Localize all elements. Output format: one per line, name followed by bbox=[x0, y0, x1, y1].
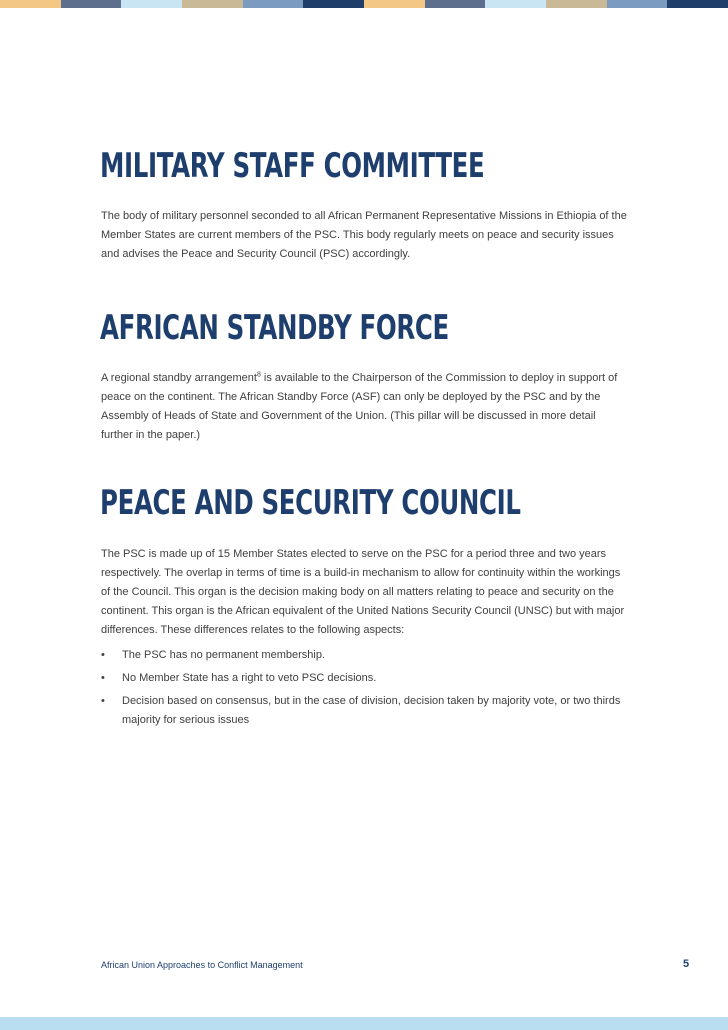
top-bar-segment bbox=[61, 0, 122, 8]
list-item bbox=[101, 646, 629, 665]
top-color-bar bbox=[0, 0, 728, 8]
top-bar-segment bbox=[303, 0, 364, 8]
military-staff-committee-text: The body of military personnel seconded to all African Permanent Representative Missions in Ethiopia of the Member States are current members of the PSC. This body regularly meets on peace and security issues and advises the Peace and Security Council (PSC) accordingly. bbox=[101, 210, 627, 260]
peace-security-council-text: The PSC is made up of 15 Member States elected to serve on the PSC for a period three and two years respectively. The overlap in terms of time is a build-in mechanism to allow for continuity within the workings of the Council. This organ is the decision making body on all matters relating to peace and security on the continent. This organ is the African equivalent of the United Nations Security Council (UNSC) but with major differences. These differences relates to the following aspects: bbox=[101, 548, 625, 636]
top-bar-segment bbox=[243, 0, 304, 8]
top-bar-segment bbox=[546, 0, 607, 8]
top-bar-segment bbox=[0, 0, 61, 8]
standby-text-end: is available to the Chairperson of the Commission to deploy in support of peace on the continent. The African Standby Force (ASF) can only be deployed by the PSC and by the Assembly of Heads of State and Government of the Union. (This pillar will be discussed in more detail further in the paper.) bbox=[101, 372, 618, 441]
standby-text-start: A regional standby arrangement bbox=[101, 372, 257, 384]
top-bar-segment bbox=[182, 0, 243, 8]
bullet-icon: • bbox=[101, 695, 105, 707]
peace-security-council-heading: PEACE AND SECURITY COUNCIL bbox=[100, 483, 521, 523]
top-bar-segment bbox=[607, 0, 668, 8]
military-staff-committee-heading: MILITARY STAFF COMMITTEE bbox=[100, 146, 485, 186]
bullet-icon: • bbox=[101, 672, 105, 684]
top-bar-segment bbox=[364, 0, 425, 8]
page-number: 5 bbox=[683, 958, 690, 970]
list-item bbox=[101, 669, 629, 688]
top-bar-segment bbox=[425, 0, 486, 8]
footer-document-title: African Union Approaches to Conflict Management bbox=[101, 960, 303, 970]
top-bar-segment bbox=[667, 0, 728, 8]
footnote-ref: 8 bbox=[256, 371, 261, 379]
list-item-text: The PSC has no permanent membership. bbox=[122, 649, 325, 661]
list-item-text: No Member State has a right to veto PSC decisions. bbox=[122, 672, 377, 684]
differences-list bbox=[101, 646, 629, 734]
african-standby-force-text bbox=[101, 369, 629, 445]
list-item-text: Decision based on consensus, but in the case of division, decision taken by majority vote, or two thirds majority for serious issues bbox=[122, 695, 621, 726]
top-bar-segment bbox=[485, 0, 546, 8]
african-standby-force-heading: AFRICAN STANDBY FORCE bbox=[100, 308, 449, 348]
list-item bbox=[101, 692, 629, 730]
bullet-icon: • bbox=[101, 649, 105, 661]
bottom-color-bar bbox=[0, 1017, 728, 1030]
top-bar-segment bbox=[121, 0, 182, 8]
